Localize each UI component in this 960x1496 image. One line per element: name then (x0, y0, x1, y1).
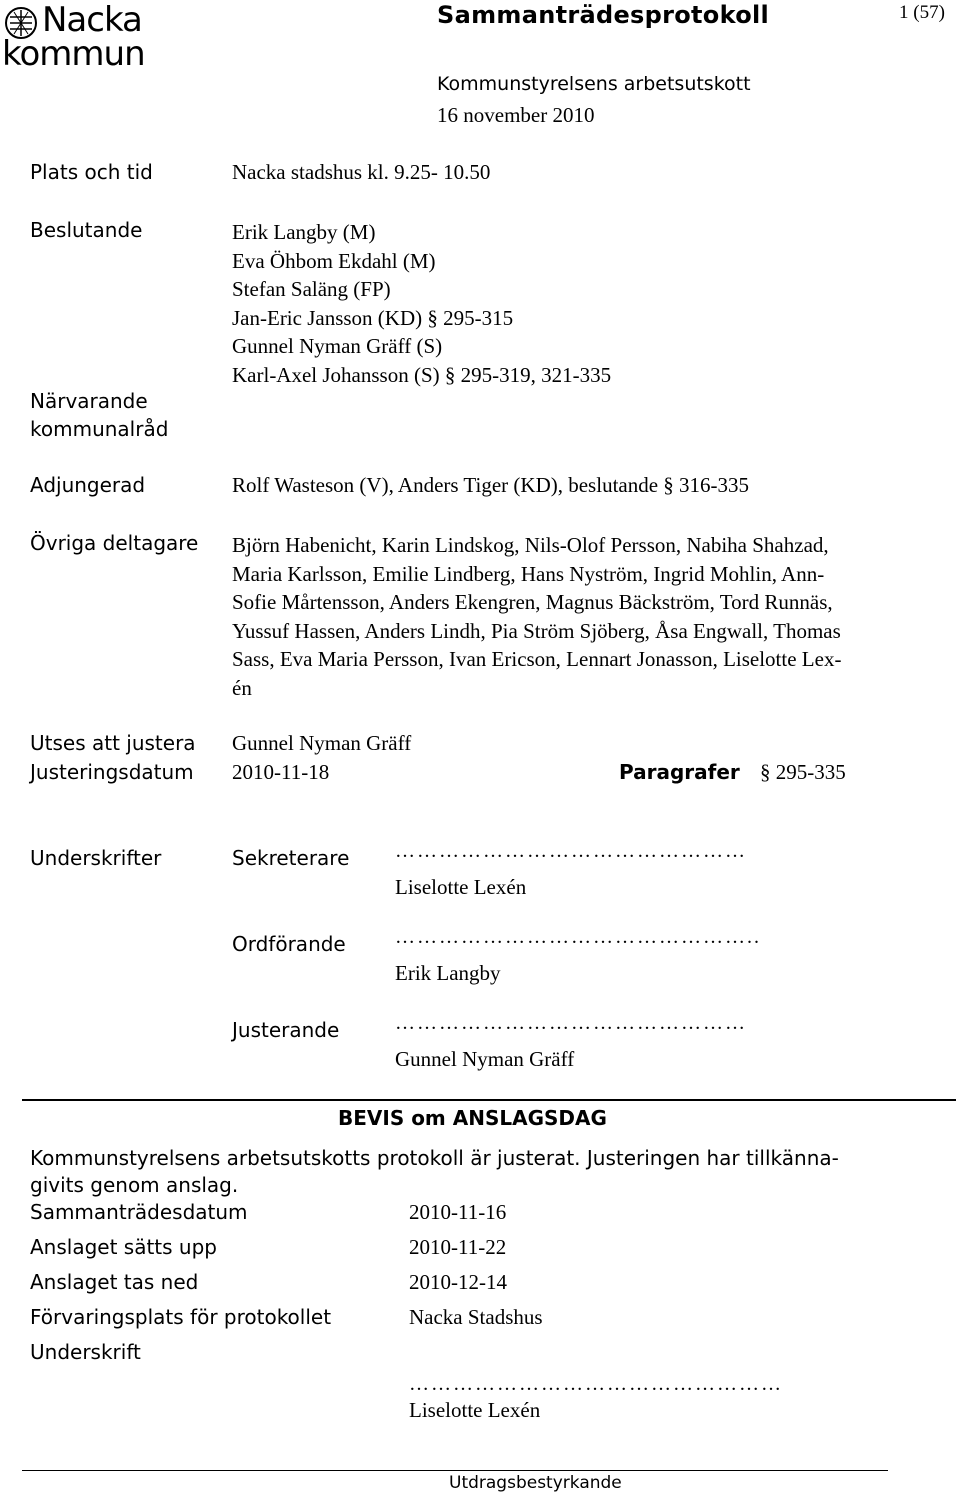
beslutande-item: Gunnel Nyman Gräff (S) (232, 334, 443, 359)
paragrafer-value: § 295-335 (760, 760, 846, 784)
anslaget-ned-value: 2010-12-14 (409, 1270, 507, 1294)
beslutande-label: Beslutande (30, 218, 143, 242)
sekreterare-signature-line: ………………………………………… (395, 840, 747, 862)
meeting-date: 16 november 2010 (437, 103, 595, 127)
document-title: Sammanträdesprotokoll (437, 1, 770, 29)
ovriga-line: Yussuf Hassen, Anders Lindh, Pia Ström Sjöberg, Åsa Engwall, Thomas (232, 618, 841, 643)
sekreterare-name: Liselotte Lexén (395, 875, 527, 899)
underskrift-signature-line: …………………………………………… (409, 1373, 783, 1395)
beslutande-list (232, 218, 611, 390)
justeringsdatum-value: 2010-11-18 (232, 760, 330, 784)
section-divider (22, 1099, 956, 1101)
anslaget-upp-label: Anslaget sätts upp (30, 1235, 217, 1259)
ordforande-name: Erik Langby (395, 961, 501, 985)
underskrift-label: Underskrift (30, 1340, 141, 1364)
utses-value: Gunnel Nyman Gräff (232, 731, 412, 755)
sammantradesdatum-label: Sammanträdesdatum (30, 1200, 248, 1224)
ordforande-label: Ordförande (232, 932, 346, 956)
ovriga-line: Björn Habenicht, Karin Lindskog, Nils-Olof Persson, Nabiha Shahzad, (232, 533, 829, 557)
beslutande-item: Erik Langby (M) (232, 220, 376, 244)
adjungerad-label: Adjungerad (30, 473, 146, 497)
justerande-label: Justerande (232, 1018, 340, 1042)
justerande-signature-line: ………………………………………… (395, 1012, 747, 1034)
justerande-name: Gunnel Nyman Gräff (395, 1047, 575, 1071)
ovriga-line: én (232, 675, 252, 700)
forvaringsplats-value: Nacka Stadshus (409, 1305, 543, 1329)
ovriga-line: Sass, Eva Maria Persson, Ivan Ericson, Lennart Jonasson, Liselotte Lex- (232, 647, 842, 672)
beslutande-item: Stefan Saläng (FP) (232, 277, 391, 302)
nacka-kommun-logo (2, 0, 162, 74)
paragrafer-label: Paragrafer (619, 760, 740, 784)
sekreterare-label: Sekreterare (232, 846, 350, 870)
ovriga-line: Maria Karlsson, Emilie Lindberg, Hans Nyström, Ingrid Mohlin, Ann- (232, 561, 825, 586)
plats-value: Nacka stadshus kl. 9.25- 10.50 (232, 160, 491, 184)
adjungerad-value: Rolf Wasteson (V), Anders Tiger (KD), beslutande § 316-335 (232, 473, 750, 497)
narvarande-label-line2: kommunalråd (30, 417, 169, 441)
bevis-text-line2: givits genom anslag. (30, 1173, 239, 1197)
footer-label: Utdragsbestyrkande (449, 1473, 622, 1493)
anslaget-ned-label: Anslaget tas ned (30, 1270, 199, 1294)
plats-label: Plats och tid (30, 160, 153, 184)
forvaringsplats-label: Förvaringsplats för protokollet (30, 1305, 332, 1329)
sammantradesdatum-value: 2010-11-16 (409, 1200, 507, 1224)
underskrifter-label: Underskrifter (30, 846, 162, 870)
page-number: 1 (57) (899, 2, 945, 23)
justeringsdatum-label: Justeringsdatum (30, 760, 194, 784)
ovriga-line: Sofie Mårtensson, Anders Ekengren, Magnus Bäckström, Tord Runnäs, (232, 590, 833, 615)
ordforande-signature-line: ………………………………………….. (395, 926, 761, 948)
narvarande-label-line1: Närvarande (30, 389, 148, 413)
bevis-text-line1: Kommunstyrelsens arbetsutskotts protokoll är justerat. Justeringen har tillkänna- (30, 1146, 839, 1170)
beslutande-item: Eva Öhbom Ekdahl (M) (232, 248, 436, 273)
footer-rule (22, 1470, 888, 1471)
anslaget-upp-value: 2010-11-22 (409, 1235, 507, 1259)
underskrift-name: Liselotte Lexén (409, 1398, 541, 1422)
beslutande-item: Jan-Eric Jansson (KD) § 295-315 (232, 305, 514, 330)
bevis-title: BEVIS om ANSLAGSDAG (338, 1106, 607, 1130)
logo-word-kommun: kommun (2, 34, 145, 74)
utses-label: Utses att justera (30, 731, 196, 755)
logo-word-nacka: Nacka (42, 0, 142, 40)
ovriga-list (232, 531, 841, 703)
committee-name: Kommunstyrelsens arbetsutskott (437, 73, 751, 95)
ovriga-label: Övriga deltagare (30, 531, 199, 555)
beslutande-item: Karl-Axel Johansson (S) § 295-319, 321-335 (232, 362, 612, 387)
